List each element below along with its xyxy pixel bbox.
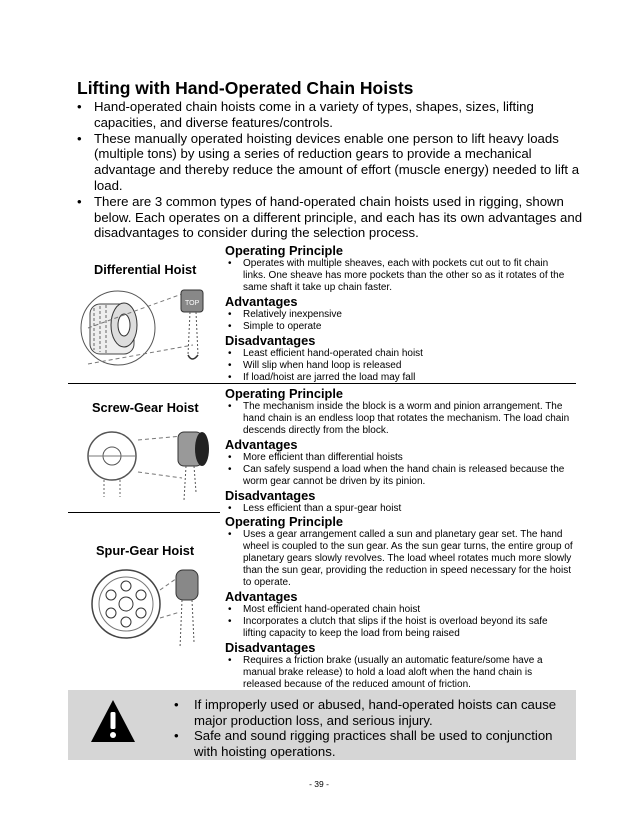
advantages-heading: Advantages: [225, 589, 298, 604]
list-item: • Operates with multiple sheaves, each with pockets cut out to fit chain links. One sheave has more pockets than the other so as it rotates of the same shaft it take up chain faster.: [225, 258, 573, 294]
page-number: - 39 -: [309, 779, 329, 789]
warning-list: [172, 697, 568, 759]
disadvantages-heading: Disadvantages: [225, 640, 316, 655]
screw-gear-hoist-illustration: [82, 422, 214, 504]
list-item: • Most efficient hand-operated chain hoist: [225, 604, 573, 616]
differential-hoist-label: Differential Hoist: [94, 262, 197, 277]
advantages-list: [225, 309, 573, 333]
warning-item: • If improperly used or abused, hand-operated hoists can cause major production loss, and serious injury.: [172, 697, 568, 728]
principle-list: [225, 401, 573, 437]
list-item: • If load/hoist are jarred the load may fall: [225, 372, 573, 384]
list-item: • Will slip when hand loop is released: [225, 360, 573, 372]
advantages-list: [225, 452, 573, 488]
list-item: • Less efficient than a spur-gear hoist: [225, 503, 573, 515]
screw-gear-hoist-label: Screw-Gear Hoist: [92, 400, 199, 415]
disadvantages-heading: Disadvantages: [225, 333, 316, 348]
list-item: • Relatively inexpensive: [225, 309, 573, 321]
advantages-heading: Advantages: [225, 437, 298, 452]
list-item: • Can safely suspend a load when the hand chain is released because the worm gear cannot be driven by its pinion.: [225, 464, 573, 488]
operating-principle-heading: Operating Principle: [225, 243, 344, 258]
warning-box: [68, 690, 576, 760]
section-divider: [68, 383, 576, 384]
spur-gear-hoist-label: Spur-Gear Hoist: [96, 543, 195, 558]
intro-bullet: • These manually operated hoisting devices enable one person to lift heavy loads (multiple tons) by using a series of reduction gears to provide a mechanical advantage and thereby reduce the amount of effort (muscle energy) needed to lift a load.: [77, 131, 587, 194]
section-divider: [68, 512, 220, 513]
list-item: • Least efficient hand-operated chain hoist: [225, 348, 573, 360]
differential-hoist-illustration: [78, 280, 218, 374]
intro-bullets: [77, 99, 587, 241]
list-item: • Simple to operate: [225, 321, 573, 333]
disadvantages-list: [225, 348, 573, 384]
disadvantages-list: [225, 655, 573, 691]
screw-gear-hoist-details: [225, 386, 573, 515]
warning-item: • Safe and sound rigging practices shall be used to conjunction with hoisting operations.: [172, 728, 568, 759]
list-item: • The mechanism inside the block is a worm and pinion arrangement. The hand chain is an endless loop that rotates the mechanism. The load chain descends directly from the block.: [225, 401, 573, 437]
spur-gear-hoist-illustration: [88, 562, 216, 654]
intro-bullet: • There are 3 common types of hand-operated chain hoists used in rigging, shown below. Each operates on a different principle, and each has its own advantages and disadvantages to consider during the selection process.: [77, 194, 587, 241]
spur-gear-hoist-details: [225, 514, 573, 691]
disadvantages-heading: Disadvantages: [225, 488, 316, 503]
advantages-list: [225, 604, 573, 640]
principle-list: [225, 258, 573, 294]
list-item: • Requires a friction brake (usually an automatic feature/some have a manual brake release) to hold a load aloft when the hand chain is released because of the reduced amount of friction.: [225, 655, 573, 691]
operating-principle-heading: Operating Principle: [225, 386, 344, 401]
operating-principle-heading: Operating Principle: [225, 514, 344, 529]
list-item: • More efficient than differential hoists: [225, 452, 573, 464]
advantages-heading: Advantages: [225, 294, 298, 309]
page-title: Lifting with Hand-Operated Chain Hoists: [77, 78, 414, 98]
principle-list: [225, 529, 573, 589]
list-item: • Uses a gear arrangement called a sun and planetary gear set. The hand wheel is coupled to the sun gear. As the sun gear turns, the entire group of planetary gears slowly revolves. The load wheel rotates much more slowly than the sun gear, providing the reduction in speed necessary for the hoist to operate.: [225, 529, 573, 589]
warning-icon: [90, 698, 136, 744]
list-item: • Incorporates a clutch that slips if the hoist is overload beyond its safe lifting capacity to keep the load from being raised: [225, 616, 573, 640]
differential-hoist-details: [225, 243, 573, 384]
top-label: TOP: [185, 300, 200, 307]
intro-bullet: • Hand-operated chain hoists come in a variety of types, shapes, sizes, lifting capacities, and diverse features/controls.: [77, 99, 587, 131]
